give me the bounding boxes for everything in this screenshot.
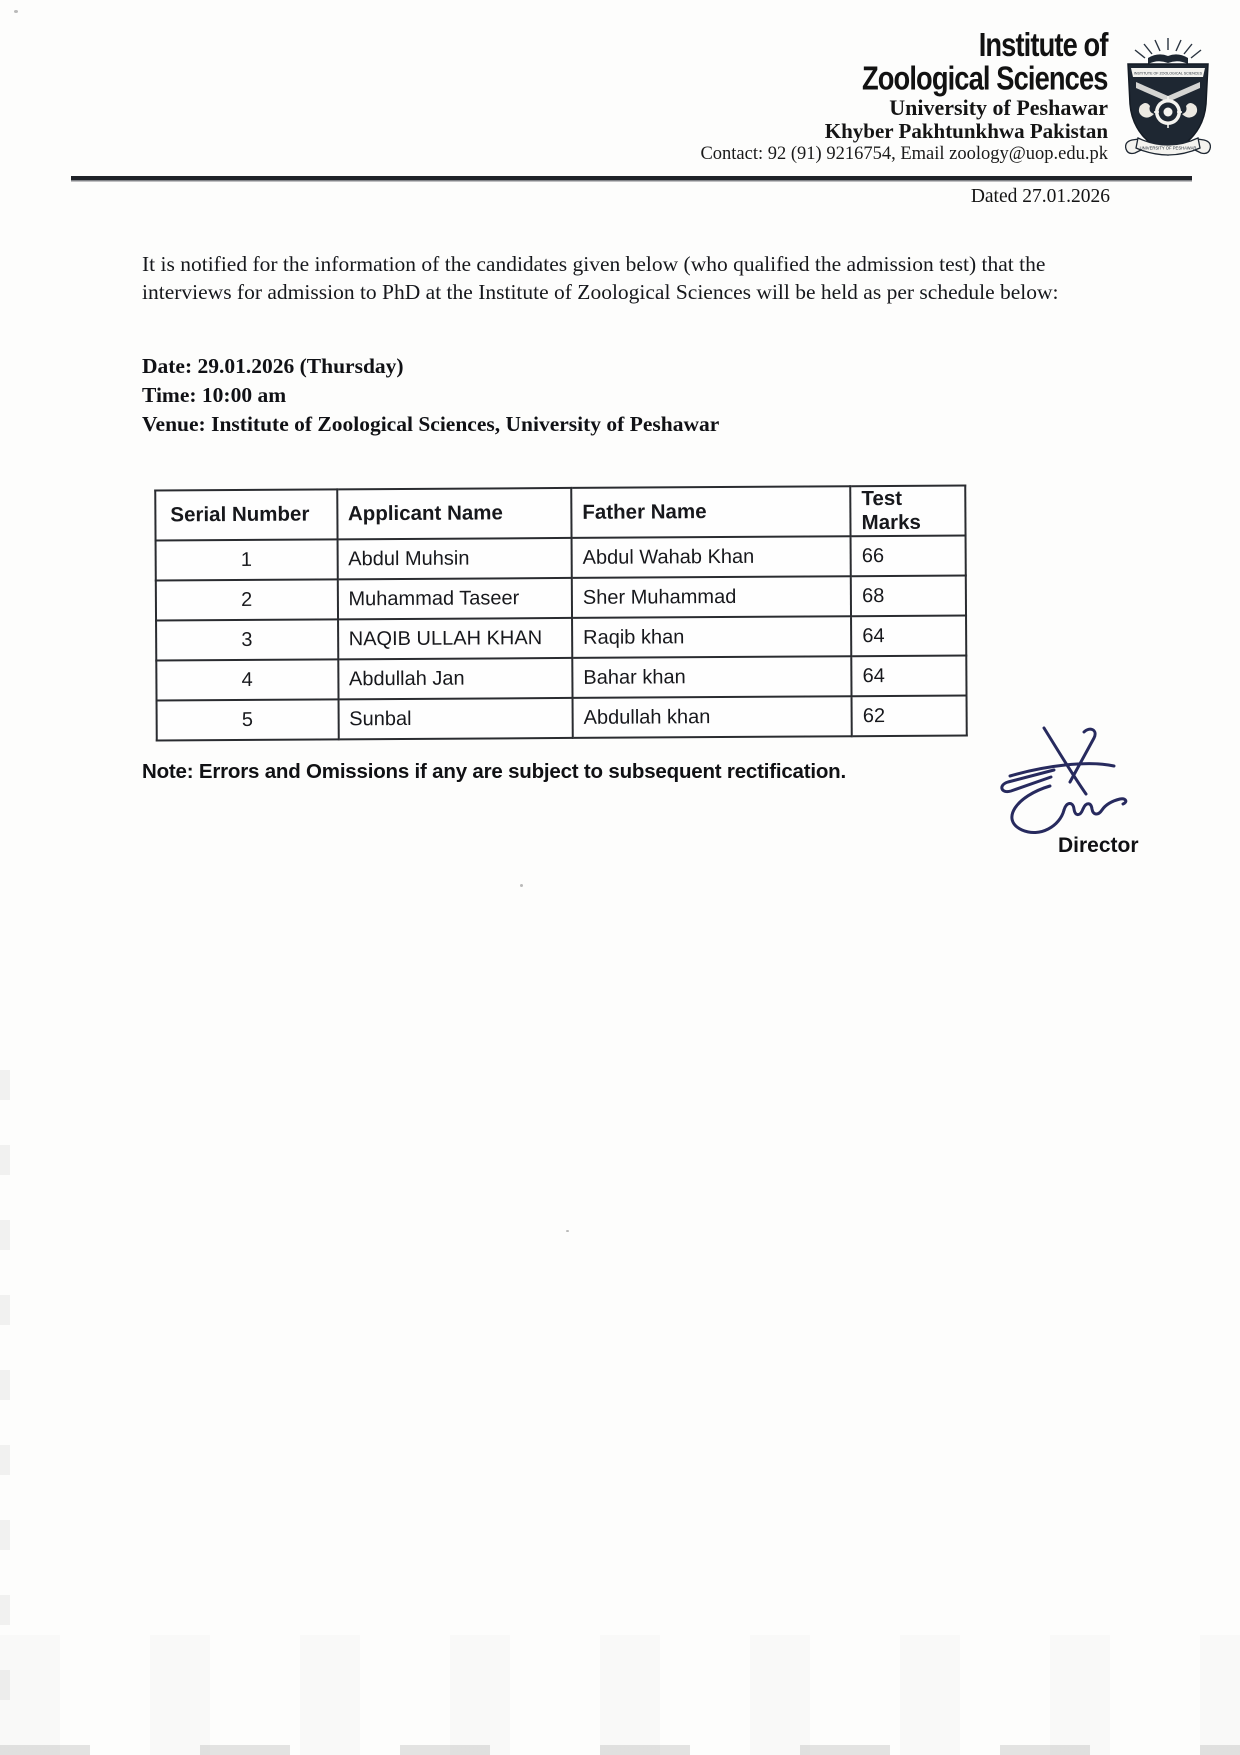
marks-cell: 62 [852, 696, 967, 737]
father-cell: Raqib khan [572, 616, 851, 658]
applicant-cell: Abdullah Jan [338, 658, 573, 699]
applicant-cell: Muhammad Taseer [337, 578, 572, 619]
scan-speck [14, 10, 18, 13]
serial-cell: 1 [156, 539, 338, 580]
region-line: Khyber Pakhtunkhwa Pakistan [824, 119, 1108, 143]
applicant-cell: Abdul Muhsin [337, 538, 572, 579]
header-divider [71, 176, 1192, 180]
father-cell: Abdul Wahab Khan [572, 536, 851, 578]
column-header: Father Name [571, 486, 850, 538]
signatory-title: Director [1058, 834, 1139, 857]
date-line: Date: 29.01.2026 (Thursday) [142, 354, 404, 378]
table-row [156, 536, 966, 581]
institute-name-line1: Institute of [979, 25, 1108, 64]
contact-line: Contact: 92 (91) 9216754, Email zoology@uop.edu.pk [700, 144, 1108, 164]
note-line: Note: Errors and Omissions if any are subject to subsequent rectification. [142, 760, 847, 783]
serial-cell: 2 [156, 579, 338, 620]
table-row [156, 616, 966, 661]
serial-cell: 3 [156, 619, 338, 660]
scan-speck [566, 1230, 569, 1232]
time-line: Time: 10:00 am [142, 383, 287, 407]
scan-bottom-band [0, 1745, 1240, 1755]
institute-name [749, 25, 1108, 98]
venue-line: Venue: Institute of Zoological Sciences, University of Peshawar [142, 412, 720, 436]
director-signature [992, 722, 1142, 840]
letterhead [0, 25, 1240, 178]
schedule-table [154, 485, 968, 742]
marks-cell: 68 [851, 576, 966, 617]
university-name: University of Peshawar [889, 95, 1108, 120]
scan-speck [520, 884, 523, 887]
table-row [156, 576, 966, 621]
schedule-table-wrap [154, 485, 968, 742]
table-row [157, 696, 967, 741]
column-header: Applicant Name [337, 488, 572, 539]
notice-paragraph: It is notified for the information of the candidates given below (who qualified the admission test) that the interviews for admission to PhD at the Institute of Zoological Sciences will be held as per schedule below: [142, 251, 1059, 304]
institute-name-line2: Zoological Sciences [862, 59, 1108, 98]
column-header: Test Marks [850, 486, 965, 537]
scan-smudge [0, 1060, 10, 1700]
letterhead-text [700, 25, 1108, 165]
serial-cell: 4 [156, 659, 338, 700]
applicant-cell: Sunbal [338, 698, 573, 739]
crest-ribbon-text: UNIVERSITY OF PESHAWAR [1139, 145, 1197, 151]
university-crest-icon [1118, 36, 1218, 164]
father-cell: Bahar khan [572, 656, 851, 698]
crest-band-text: INSTITUTE OF ZOOLOGICAL SCIENCES [1133, 71, 1203, 76]
scan-streaks [0, 1635, 1240, 1755]
applicant-cell: NAQIB ULLAH KHAN [338, 618, 573, 659]
schedule-block [142, 352, 719, 439]
father-cell: Sher Muhammad [572, 576, 851, 618]
dated-line: Dated 27.01.2026 [970, 186, 1110, 207]
column-header: Serial Number [155, 489, 337, 540]
marks-cell: 64 [851, 656, 966, 697]
serial-cell: 5 [157, 699, 339, 740]
table-header-row [155, 486, 965, 541]
marks-cell: 64 [851, 616, 966, 657]
marks-cell: 66 [851, 536, 966, 577]
father-cell: Abdullah khan [573, 696, 852, 738]
table-row [156, 656, 966, 701]
